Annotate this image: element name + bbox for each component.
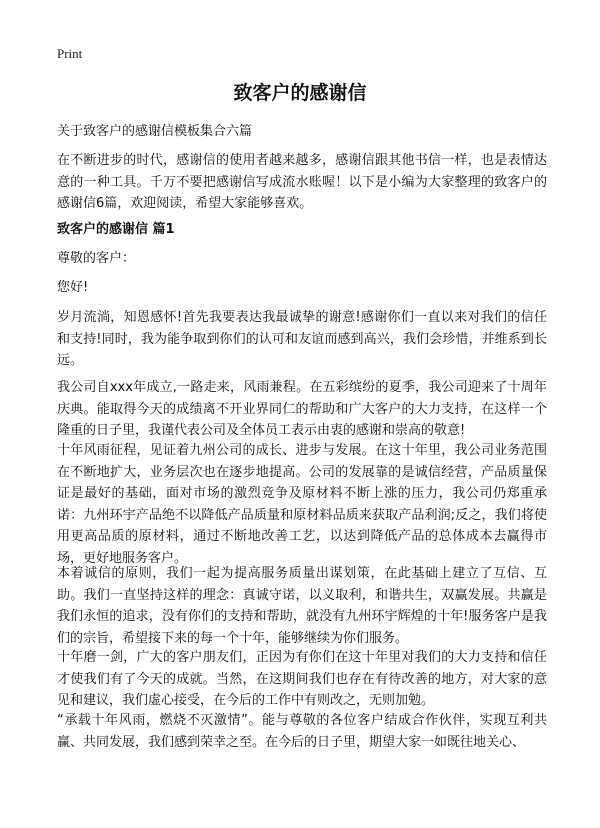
salutation: 尊敬的客户： (57, 251, 136, 266)
intro-paragraph: 在不断进步的时代，感谢信的使用者越来越多，感谢信跟其他书信一样，也是表情达意的一种工具。千万不要把感谢信写成流水账喔！以下是小编为大家整理的致客户的感谢信6篇，欢迎阅读，希望大家能够喜欢。 (57, 153, 547, 211)
section-heading: 致客户的感谢信 篇1 (57, 222, 175, 237)
body-paragraph-3: 十年风雨征程，见证着九州公司的成长、进步与发展。在这十年里，我公司业务范围在不断地扩大，业务层次也在逐步地提高。公司的发展靠的是诚信经营，产品质量保证是最好的基础，面对市场的激烈竞争及原材料不断上涨的压力，我公司仍郑重承诺：九州环宇产品绝不以降低产品质量和原材料品质来获取产品利润;反之，我们将使用更高品质的原材料，通过不断地改善工艺，以达到降低产品的总体成本去赢得市场，更好地服务客户。 (57, 443, 547, 566)
document-title: 致客户的感谢信 (233, 82, 367, 104)
body-paragraph-4: 本着诚信的原则，我们一起为提高服务质量出谋划策，在此基础上建立了互信、互助。我们一直坚持这样的理念：真诚守诺，以义取利，和谐共生，双赢发展。共赢是我们永恒的追求，没有你们的支持和帮助，就没有九州环宇辉煌的十年!服务客户是我们的宗旨，希望接下来的每一个十年，能够继续为你们服务。 (57, 566, 547, 646)
body-paragraph-5: 十年磨一剑，广大的客户朋友们，正因为有你们在这十年里对我们的大力支持和信任才使我们有了今天的成就。当然，在这期间我们也存在有待改善的地方，对大家的意见和建议，我们虚心接受，在今后的工作中有则改之，无则加勉。 (57, 650, 547, 708)
body-paragraph-2: 我公司自xxx年成立,一路走来，风雨兼程。在五彩缤纷的夏季，我公司迎来了十周年庆典。能取得今天的成绩离不开业界同仁的帮助和广大客户的大力支持，在这样一个隆重的日子里，我谨代表公司及全体员工表示由衷的感谢和崇高的敬意! (57, 380, 547, 438)
body-paragraph-1: 岁月流淌，知恩感怀!首先我要表达我最诚挚的谢意!感谢你们一直以来对我们的信任和支持!同时，我为能争取到你们的认可和友谊而感到高兴，我们会珍惜，并维系到长远。 (57, 310, 547, 368)
body-paragraph-6: “承载十年风雨，燃烧不灭激情”。能与尊敬的各位客户结成合作伙伴，实现互利共赢、共同发展，我们感到荣幸之至。在今后的日子里，期望大家一如既往地关心、 (57, 713, 547, 750)
print-link[interactable]: Print (57, 46, 83, 61)
document-subtitle: 关于致客户的感谢信模板集合六篇 (57, 124, 253, 139)
greeting: 您好! (57, 280, 89, 295)
